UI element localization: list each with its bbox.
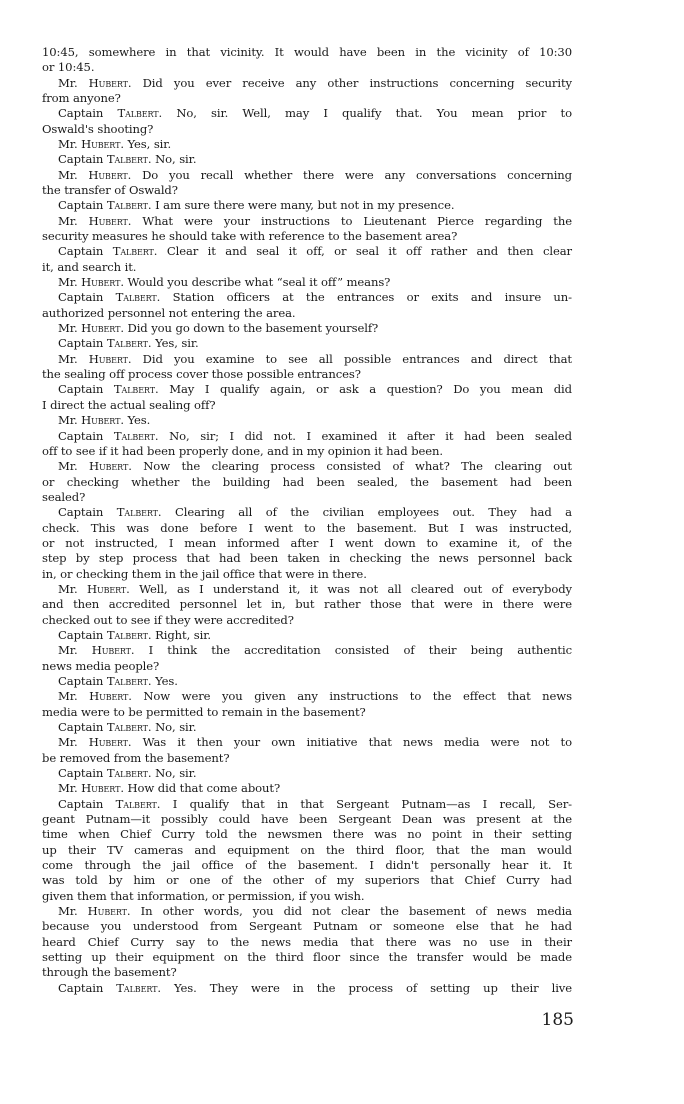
line-text: heard Chief Curry say to the news media that there was no use in their [42, 934, 572, 949]
line-text: news media people? [42, 658, 160, 673]
speaker-line [58, 336, 572, 351]
speaker-line [58, 505, 572, 520]
line-text: geant Putnam—it possibly could have been Sergeant Dean was present at the [42, 812, 572, 826]
line-text: Clear it and seal it off, or seal it off rather and then clear [166, 244, 572, 259]
line-text: be removed from the basement? [42, 750, 230, 765]
text-line [42, 398, 572, 413]
text-line [42, 260, 572, 275]
speaker-line [58, 689, 572, 704]
speaker-name: Captain Talbert. [58, 980, 161, 995]
speaker-line [58, 106, 572, 121]
text-line [42, 843, 572, 858]
line-text: media were to be permitted to remain in the basement? [42, 704, 366, 719]
text-line [42, 950, 572, 965]
speaker-name: Mr. Hubert. [58, 413, 124, 428]
text-line [42, 521, 572, 536]
speaker-line [58, 244, 572, 259]
line-text: No, sir; I did not. I examined it after it had been sealed [169, 428, 573, 443]
line-text: Well, as I understand it, it was not all cleared out of everybody [139, 581, 572, 596]
line-text: checked out to see if they were accredited? [42, 612, 294, 627]
text-line [42, 705, 572, 720]
speaker-name: Mr. Hubert. [58, 321, 124, 336]
speaker-name: Mr. Hubert. [58, 137, 124, 152]
line-text: or 10:45. [42, 60, 95, 75]
line-text: What were your instructions to Lieutenant Pierce regarding the [142, 213, 572, 228]
line-text: or not instructed, I mean informed after I went down to examine it, of the [42, 535, 572, 550]
line-text: step by step process that had been taken in checking the news personnel back [42, 551, 572, 566]
speaker-name: Captain Talbert. [58, 796, 161, 811]
line-text: Yes, sir. [155, 336, 199, 351]
line-text: Did you examine to see all possible entrances and direct that [142, 351, 572, 366]
speaker-line [58, 382, 572, 397]
text-line [42, 919, 572, 934]
text-line [42, 444, 572, 459]
text-line [42, 367, 572, 382]
text-line [42, 551, 572, 566]
speaker-line [58, 168, 572, 183]
speaker-line [58, 137, 572, 152]
line-text: sealed? [42, 489, 86, 504]
line-text: May I qualify again, or ask a question? Do you mean did [169, 382, 572, 397]
speaker-line [58, 981, 572, 996]
text-line [42, 597, 572, 612]
speaker-name: Captain Talbert. [58, 382, 159, 397]
line-text: check. This was done before I went to the basement. But I was instructed, [42, 520, 572, 535]
speaker-name: Captain Talbert. [58, 505, 162, 520]
speaker-line [58, 582, 572, 597]
speaker-line [58, 735, 572, 750]
speaker-name: Captain Talbert. [58, 198, 152, 213]
line-text: Yes, sir. [127, 137, 172, 152]
line-text: time when Chief Curry told the newsmen there was no point in their setting [42, 827, 572, 842]
line-text: Did you go down to the basement yourself? [127, 321, 379, 336]
line-text: from anyone? [42, 91, 121, 106]
line-text: Oswald's shooting? [42, 121, 154, 136]
speaker-line [58, 214, 572, 229]
speaker-line [58, 429, 572, 444]
speaker-line [58, 628, 572, 643]
line-text: In other words, you did not clear the basement of news media [140, 904, 572, 919]
text-line [42, 45, 572, 60]
speaker-name: Mr. Hubert. [58, 213, 132, 228]
speaker-name: Captain Talbert. [58, 152, 152, 167]
line-text: Did you ever receive any other instructions concerning security [142, 75, 572, 90]
line-text: was told by him or one of the other of my superiors that Chief Curry had [42, 873, 572, 888]
line-text: in, or checking them in the jail office that were in there. [42, 566, 367, 581]
speaker-name: Mr. Hubert. [58, 167, 132, 182]
text-line [42, 889, 572, 904]
line-text: it, and search it. [42, 259, 137, 274]
line-text: Was it then your own initiative that news media were not to [142, 735, 572, 750]
line-text: Clearing all of the civilian employees out. They had a [175, 505, 572, 520]
speaker-name: Mr. Hubert. [58, 643, 135, 658]
line-text: security measures he should take with reference to the basement area? [42, 229, 458, 244]
speaker-line [58, 275, 572, 290]
line-text: No, sir. [155, 765, 197, 780]
line-text: or checking whether the building had been sealed, the basement had been [42, 474, 572, 489]
speaker-name: Captain Talbert. [58, 719, 152, 734]
line-text: and then accredited personnel let in, but rather those that were in there were [42, 597, 572, 612]
line-text: I qualify that in that Sergeant Putnam—as I recall, Ser- [172, 796, 572, 811]
speaker-name: Mr. Hubert. [58, 735, 132, 750]
text-line [42, 475, 572, 490]
text-line [42, 536, 572, 551]
text-line [42, 91, 572, 106]
line-text: authorized personnel not entering the area. [42, 305, 296, 320]
speaker-line [58, 797, 572, 812]
line-text: Yes. They were in the process of setting up their live [173, 980, 573, 995]
speaker-line [58, 459, 572, 474]
speaker-line [58, 290, 572, 305]
text-line [42, 659, 572, 674]
text-line [42, 490, 572, 505]
text-line [42, 827, 572, 842]
speaker-name: Captain Talbert. [58, 244, 158, 259]
speaker-line [58, 674, 572, 689]
line-text: off to see if it had been properly done, and in my opinion it had been. [42, 443, 443, 458]
speaker-line [58, 720, 572, 735]
speaker-line [58, 76, 572, 91]
line-text: given them that information, or permission, if you wish. [42, 888, 365, 903]
speaker-name: Mr. Hubert. [58, 581, 130, 596]
speaker-name: Captain Talbert. [58, 290, 161, 305]
line-text: I direct the actual sealing off? [42, 397, 216, 412]
line-text: the sealing off process cover those possible entrances? [42, 367, 361, 382]
line-text: I am sure there were many, but not in my presence. [155, 198, 455, 213]
line-text: No, sir. [155, 152, 197, 167]
speaker-name: Captain Talbert. [58, 673, 152, 688]
speaker-name: Mr. Hubert. [58, 275, 124, 290]
speaker-name: Mr. Hubert. [58, 689, 132, 704]
text-line [42, 567, 572, 582]
speaker-line [58, 643, 572, 658]
line-text: I think the accreditation consisted of their being authentic [148, 643, 572, 658]
speaker-name: Mr. Hubert. [58, 459, 132, 474]
line-text: 10:45, somewhere in that vicinity. It would have been in the vicinity of 10:30 [42, 45, 572, 59]
line-text: Do you recall whether there were any conversations concerning [142, 167, 572, 182]
speaker-line [58, 352, 572, 367]
line-text: Station officers at the entrances or exits and insure un- [172, 290, 572, 305]
text-line [42, 751, 572, 766]
line-text: the transfer of Oswald? [42, 183, 178, 198]
line-text: because you understood from Sergeant Putnam or someone else that he had [42, 919, 572, 934]
line-text: Right, sir. [155, 627, 211, 642]
text-line [42, 122, 572, 137]
text-line [42, 229, 572, 244]
speaker-line [58, 321, 572, 336]
text-line [42, 613, 572, 628]
line-text: Yes. [127, 413, 151, 428]
page-number: 185 [541, 1010, 574, 1030]
text-line [42, 873, 572, 888]
speaker-name: Mr. Hubert. [58, 75, 132, 90]
speaker-name: Mr. Hubert. [58, 351, 132, 366]
speaker-line [58, 152, 572, 167]
line-text: through the basement? [42, 965, 177, 980]
text-line [42, 812, 572, 827]
speaker-name: Captain Talbert. [58, 336, 152, 351]
speaker-line [58, 904, 572, 919]
text-line [42, 965, 572, 980]
line-text: No, sir. Well, may I qualify that. You mean prior to [176, 106, 572, 121]
line-text: Yes. [155, 673, 178, 688]
speaker-name: Mr. Hubert. [58, 781, 124, 796]
text-line [42, 183, 572, 198]
speaker-name: Mr. Hubert. [58, 904, 131, 919]
line-text: Now were you given any instructions to the effect that news [143, 689, 572, 704]
line-text: No, sir. [155, 719, 197, 734]
speaker-line [58, 766, 572, 781]
speaker-name: Captain Talbert. [58, 106, 163, 121]
line-text: How did that come about? [127, 781, 281, 796]
speaker-line [58, 413, 572, 428]
text-line [42, 306, 572, 321]
speaker-name: Captain Talbert. [58, 428, 159, 443]
text-line [42, 858, 572, 873]
line-text: Would you describe what “seal it off” means? [127, 275, 391, 290]
line-text: setting up their equipment on the third floor since the transfer would be made [42, 950, 572, 965]
speaker-name: Captain Talbert. [58, 627, 152, 642]
speaker-line [58, 198, 572, 213]
speaker-line [58, 781, 572, 796]
text-line [42, 935, 572, 950]
line-text: up their TV cameras and equipment on the third floor, that the man would [42, 842, 572, 857]
line-text: Now the clearing process consisted of what? The clearing out [143, 459, 572, 474]
text-line [42, 60, 572, 75]
speaker-name: Captain Talbert. [58, 765, 152, 780]
line-text: come through the jail office of the basement. I didn't personally hear it. It [42, 858, 572, 873]
